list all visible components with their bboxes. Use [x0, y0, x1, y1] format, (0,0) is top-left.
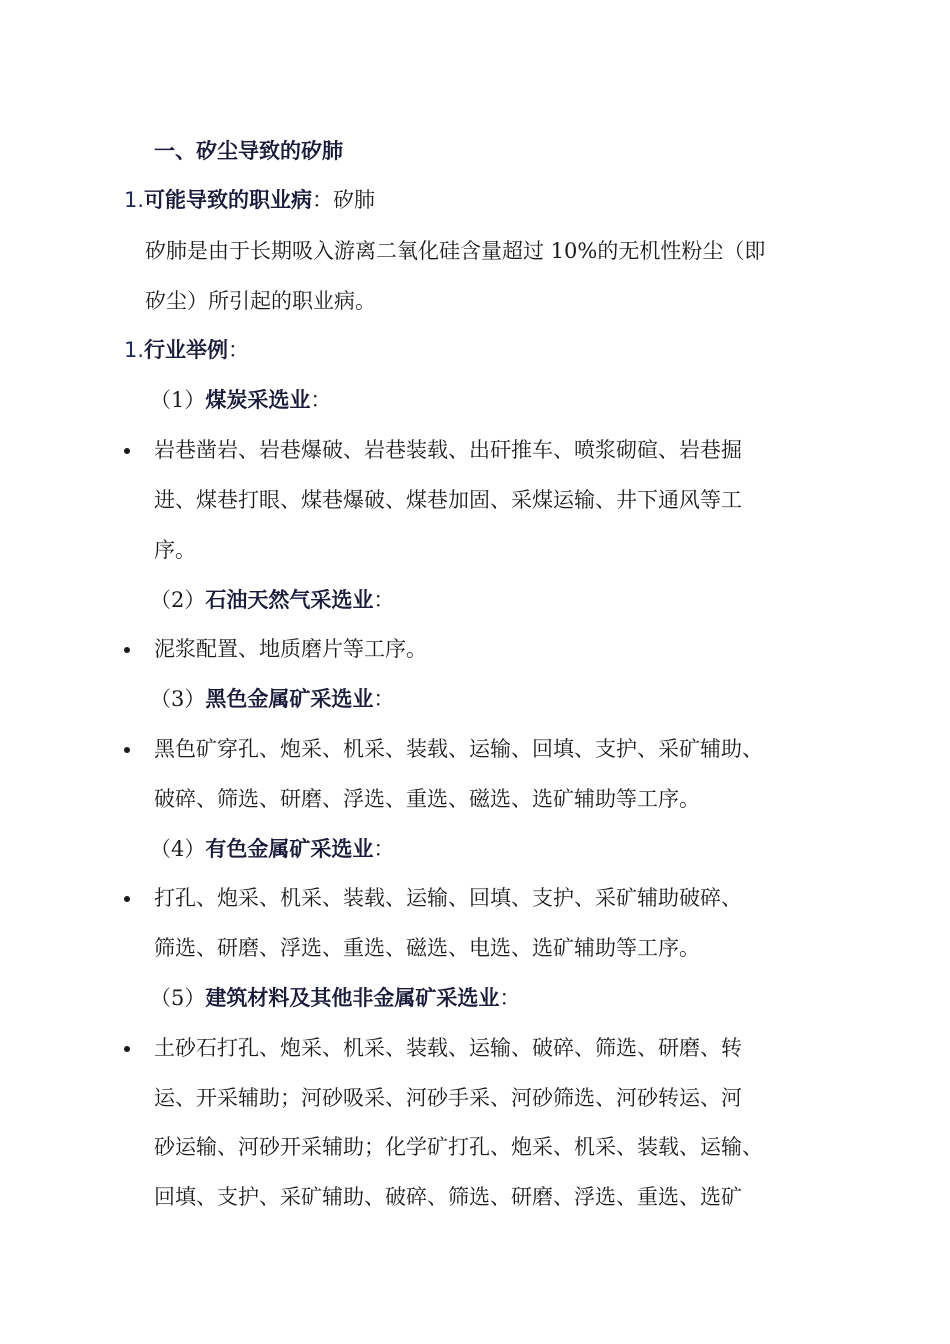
industry-heading: [150, 684, 394, 714]
industry-colon: ：: [373, 588, 395, 612]
industry-number: （5）: [150, 986, 206, 1010]
industry-process-line: 序。: [154, 538, 196, 562]
industry-process-line: 泥浆配置、地质磨片等工序。: [154, 637, 427, 661]
item-colon: ：: [228, 338, 250, 362]
industry-process-line: 进、煤巷打眼、煤巷爆破、煤巷加固、采煤运输、井下通风等工: [154, 488, 742, 512]
industry-process-line: 土砂石打孔、炮采、机采、装载、运输、破碎、筛选、研磨、转: [154, 1036, 742, 1060]
industry-colon: ：: [499, 986, 521, 1010]
bullet-icon: [124, 448, 130, 454]
industry-name: 有色金属矿采选业: [205, 837, 374, 861]
industry-process-line: 打孔、炮采、机采、装载、运输、回填、支护、采矿辅助破碎、: [154, 886, 742, 910]
industry-colon: ：: [310, 388, 332, 412]
industry-number: （3）: [150, 687, 206, 711]
industry-name: 建筑材料及其他非金属矿采选业: [205, 986, 500, 1010]
item-value: 矽肺: [333, 188, 376, 212]
industry-process-line: 黑色矿穿孔、炮采、机采、装载、运输、回填、支护、采矿辅助、: [154, 737, 763, 761]
definition-line-1: 矽肺是由于长期吸入游离二氧化硅含量超过 10%的无机性粉尘（即: [145, 239, 766, 263]
bullet-icon: [124, 896, 130, 902]
bullet-icon: [124, 1046, 130, 1052]
industry-number: （4）: [150, 837, 206, 861]
industry-name: 黑色金属矿采选业: [205, 687, 374, 711]
item-colon: ：: [312, 188, 334, 212]
section-title: 一、矽尘导致的矽肺: [154, 139, 343, 163]
industry-process-line: 岩巷凿岩、岩巷爆破、岩巷装载、出矸推车、喷浆砌碹、岩巷掘: [154, 438, 742, 462]
item-number: 1.: [124, 338, 145, 362]
industry-name: 煤炭采选业: [205, 388, 311, 412]
bullet-icon: [124, 647, 130, 653]
industry-heading: [150, 385, 331, 415]
industry-colon: ：: [373, 687, 395, 711]
bullet-icon: [124, 747, 130, 753]
industry-heading: [150, 983, 520, 1013]
industry-process-line: 回填、支护、采矿辅助、破碎、筛选、研磨、浮选、重选、选矿: [154, 1185, 742, 1209]
definition-line-2: 矽尘）所引起的职业病。: [145, 289, 376, 313]
item-industry-examples: [124, 335, 249, 365]
industry-colon: ：: [373, 837, 395, 861]
industry-process-line: 破碎、筛选、研磨、浮选、重选、磁选、选矿辅助等工序。: [154, 787, 700, 811]
industry-number: （1）: [150, 388, 206, 412]
item-label: 行业举例: [144, 338, 229, 362]
industry-process-line: 运、开采辅助；河砂吸采、河砂手采、河砂筛选、河砂转运、河: [154, 1086, 742, 1110]
industry-process-line: 筛选、研磨、浮选、重选、磁选、电选、选矿辅助等工序。: [154, 936, 700, 960]
item-occupational-disease: [124, 185, 375, 215]
industry-heading: [150, 585, 394, 615]
industry-process-line: 砂运输、河砂开采辅助；化学矿打孔、炮采、机采、装载、运输、: [154, 1135, 763, 1159]
industry-heading: [150, 834, 394, 864]
item-number: 1.: [124, 188, 145, 212]
item-label: 可能导致的职业病: [144, 188, 313, 212]
industry-number: （2）: [150, 588, 206, 612]
industry-name: 石油天然气采选业: [205, 588, 374, 612]
